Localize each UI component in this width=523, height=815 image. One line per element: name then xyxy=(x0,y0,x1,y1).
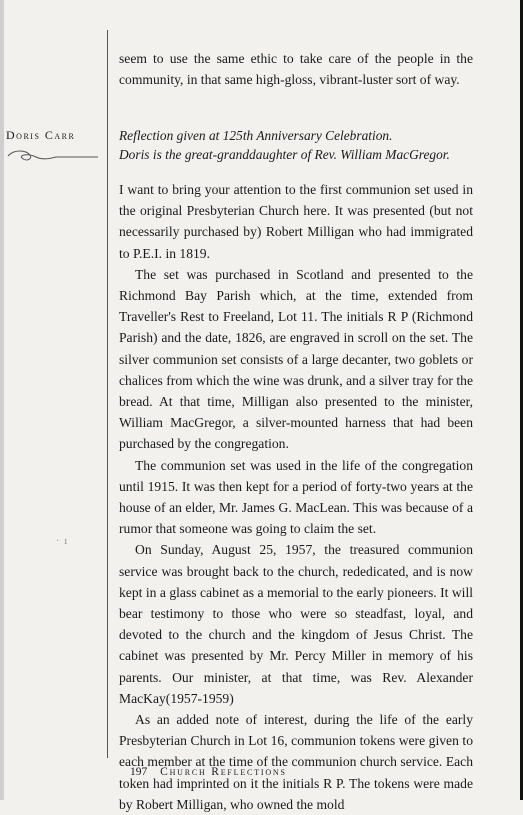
body-paragraph: I want to bring your attention to the first communion set used in the original Presbyterian Church here. It was presented (but not necessarily purchased by) Robert Milligan who had immigrated to P.E.I. in 1819. xyxy=(119,182,473,261)
swash-ornament-icon xyxy=(4,147,100,165)
attribution-block xyxy=(119,127,473,164)
page-footer xyxy=(130,766,287,778)
attribution-line-1: Reflection given at 125th Anniversary Celebration. xyxy=(119,128,393,143)
body-paragraph: As an added note of interest, during the life of the early Presbyterian Church in Lot 16, communion tokens were given to each member at the time of the communion church service. Each token had imprinted on it the initials R P. The tokens were made by Robert Milligan, who owned the mold xyxy=(119,712,473,812)
margin-marks: · ı xyxy=(56,536,68,547)
running-head: Church Reflections xyxy=(160,766,287,778)
body-paragraph: The communion set was used in the life of the congregation until 1915. It was then kept for a period of forty-two years at the house of an elder, Mr. James G. MacLean. This was because of a rumor that someone was going to claim the set. xyxy=(119,457,473,537)
page-edge-left xyxy=(0,0,4,800)
body-paragraph: On Sunday, August 25, 1957, the treasured communion service was brought back to the church, rededicated, and is now kept in a glass cabinet as a memorial to the early pioneers. It will bear testimony to those who were so steadfast, loyal, and devoted to the church and the kingdom of Jesus Christ. The cabinet was presented by Mr. Percy Miller in memory of his parents. Our minister, at that time, was Rev. Alexander MacKay(1957-1959) xyxy=(119,542,473,706)
page-number: 197 xyxy=(130,766,148,778)
speaker-name: Doris Carr xyxy=(6,128,76,142)
opening-paragraph: seem to use the same ethic to take care of the people in the community, in that same high-gloss, vibrant-luster sort of way. xyxy=(119,51,473,88)
margin-rule xyxy=(107,30,108,758)
body-text xyxy=(119,179,473,815)
attribution-line-2: Doris is the great-granddaughter of Rev. William MacGregor. xyxy=(119,146,450,162)
body-paragraph: The set was purchased in Scotland and presented to the Richmond Bay Parish which, at the time, extended from Traveller's Rest to Freeland, Lot 11. The initials R P (Richmond Parish) and the date, 1826, are engraved in scroll on the set. The silver communion set consists of a large decanter, two goblets or chalices from which the wine was drunk, and a silver tray for the bread. At that time, Milligan also presented to the minister, William MacGregor, a silver-mounted harness that had been purchased by the congregation. xyxy=(119,266,473,452)
opening-paragraph-block xyxy=(119,48,473,90)
